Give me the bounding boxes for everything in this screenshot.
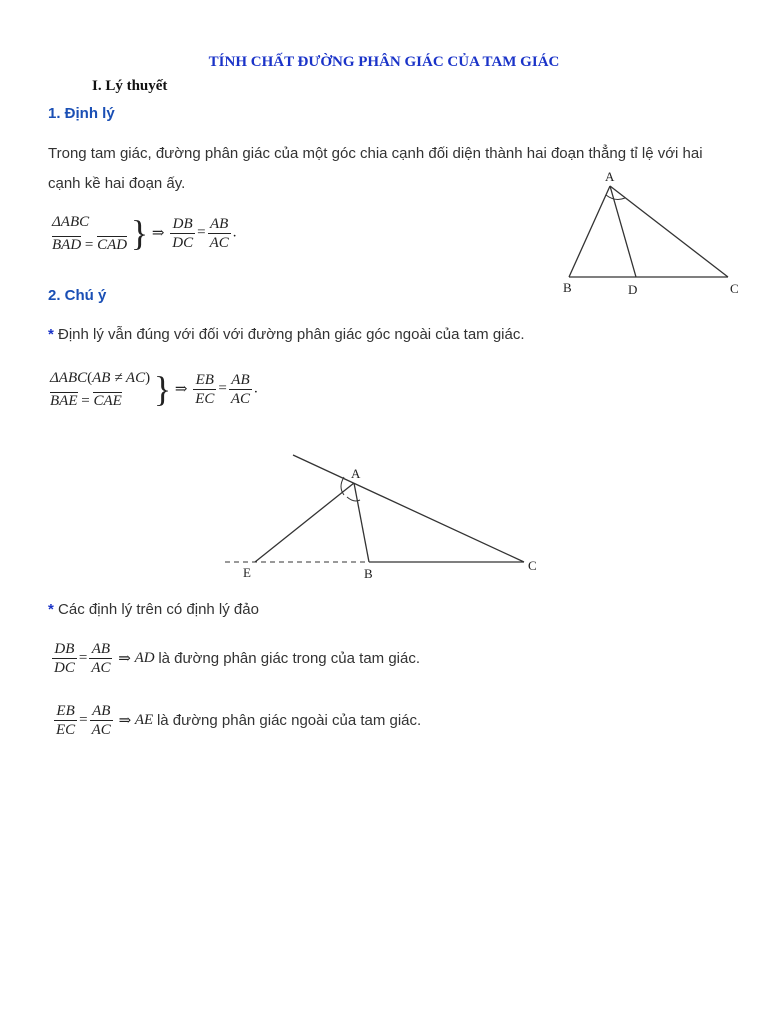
bullet-star: * <box>48 326 54 343</box>
implies-arrow: ⇒ <box>174 381 188 398</box>
segment-ab <box>569 186 610 277</box>
line-through-ac <box>293 455 524 562</box>
fraction-numerator: AB <box>208 215 231 234</box>
diagram-internal-bisector <box>555 165 755 300</box>
angle-cae: CAE <box>93 393 122 409</box>
angle-mark <box>347 497 360 501</box>
formula-theorem <box>52 210 236 256</box>
point-label-c: C <box>528 558 537 573</box>
converse-external <box>52 702 421 739</box>
diagram-external-bisector <box>220 445 550 585</box>
point-label-a: A <box>351 466 361 481</box>
implies-arrow: ⇒ <box>151 225 165 242</box>
point-label-b: B <box>364 566 373 581</box>
equals-sign: = <box>81 393 90 409</box>
period: . <box>254 380 258 397</box>
bisector-ae <box>255 483 354 562</box>
converse-text: là đường phân giác trong của tam giác. <box>158 650 421 667</box>
fraction-denominator: AC <box>230 390 251 407</box>
note-converse <box>48 601 259 618</box>
subheading-theorem: 1. Định lý <box>48 105 115 122</box>
angle-cad: CAD <box>97 237 128 253</box>
angle-bae: BAE <box>50 393 78 409</box>
fraction-denominator: DC <box>54 660 75 676</box>
fraction-numerator: DB <box>170 215 195 234</box>
formula-condition: AB ≠ AC <box>92 370 146 386</box>
note-text: Định lý vẫn đúng với đối với đường phân giác góc ngoài của tam giác. <box>58 326 525 343</box>
point-label-b: B <box>563 280 572 295</box>
implies-arrow: ⇒ <box>118 651 131 667</box>
point-label-a: A <box>605 169 615 184</box>
equals-sign: = <box>79 712 88 728</box>
fraction-numerator: EB <box>54 702 77 721</box>
theorem-paragraph: Trong tam giác, đường phân giác của một góc chia cạnh đối diện thành hai đoạn thẳng tỉ lệ với hai cạnh kề hai đoạn ấy. <box>48 145 703 192</box>
angle-bad: BAD <box>52 237 82 253</box>
fraction-denominator: AC <box>91 660 111 676</box>
fraction-numerator: DB <box>52 640 77 659</box>
note-external-bisector <box>48 326 525 343</box>
variable-ae: AE <box>134 712 154 728</box>
equals-sign: = <box>84 237 94 253</box>
bisector-ad <box>610 186 636 277</box>
formula-external: ΔABC(AB ≠ AC) BAE = CAE } ⇒ $\frac{EB}{EC}$ = $\frac{AB}{AC}$ . <box>50 369 258 409</box>
equals-sign: = <box>218 380 227 397</box>
brace: } <box>130 213 149 253</box>
bullet-star: * <box>48 601 54 618</box>
fraction-denominator: EC <box>56 722 76 738</box>
fraction-denominator: AC <box>209 234 229 251</box>
fraction-numerator: AB <box>229 371 252 390</box>
converse-internal <box>50 640 420 677</box>
brace: } <box>153 369 172 409</box>
formula-triangle: ΔABC <box>50 370 88 386</box>
fraction-numerator: AB <box>90 702 113 721</box>
segment-ac <box>610 186 728 277</box>
equals-sign: = <box>197 224 206 241</box>
variable-ad: AD <box>134 650 155 666</box>
formula-triangle: ΔABC <box>52 214 90 230</box>
page-title: TÍNH CHẤT ĐƯỜNG PHÂN GIÁC CỦA TAM GIÁC <box>208 54 560 70</box>
fraction-denominator: EC <box>195 390 215 407</box>
equals-sign: = <box>78 650 88 666</box>
subheading-note: 2. Chú ý <box>48 287 107 304</box>
fraction-numerator: AB <box>89 640 112 659</box>
fraction-numerator: EB <box>193 371 216 390</box>
fraction-denominator: AC <box>91 722 111 738</box>
implies-arrow: ⇒ <box>118 713 132 729</box>
fraction-denominator: DC <box>172 234 194 251</box>
converse-text: là đường phân giác ngoài của tam giác. <box>156 712 422 729</box>
point-label-c: C <box>730 281 739 296</box>
point-label-e: E <box>243 565 251 580</box>
period: . <box>232 224 237 241</box>
note-text: Các định lý trên có định lý đảo <box>58 601 259 618</box>
point-label-d: D <box>628 282 638 297</box>
segment-ab <box>354 483 369 562</box>
section-heading-theory: I. Lý thuyết <box>92 78 168 94</box>
